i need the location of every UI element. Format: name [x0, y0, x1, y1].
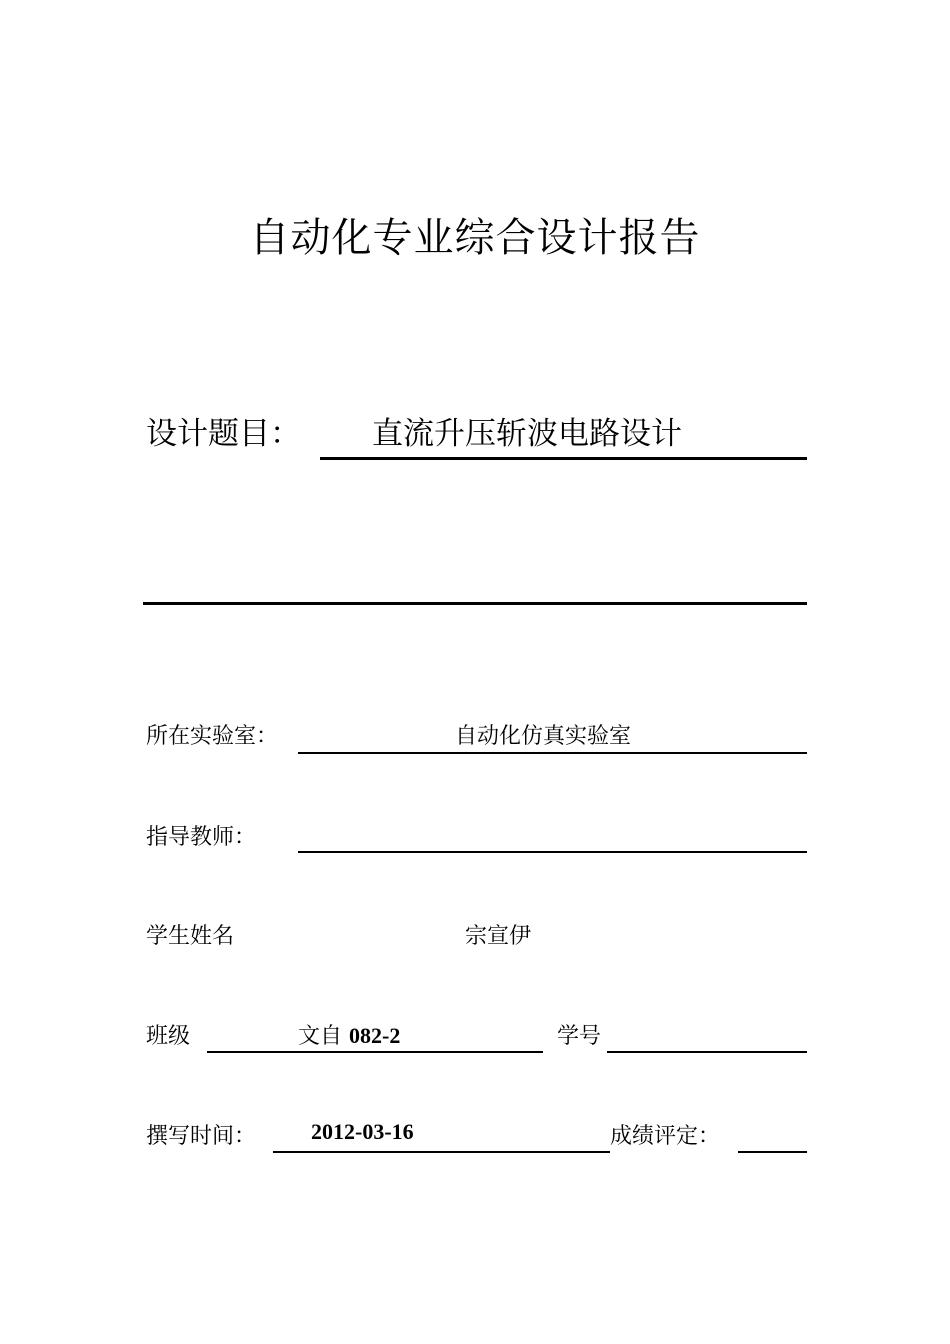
class-value-code: 082-2 — [349, 1023, 401, 1048]
design-topic-underline — [320, 457, 807, 460]
student-id-underline — [607, 1051, 807, 1053]
design-topic-value: 直流升压斩波电路设计 — [372, 416, 682, 452]
grade-label: 成绩评定： — [610, 1124, 721, 1149]
student-name-value: 宗宣伊 — [465, 924, 532, 949]
class-underline — [207, 1051, 543, 1053]
class-value-prefix: 文自 — [298, 1024, 349, 1049]
write-date-label: 撰写时间： — [146, 1124, 257, 1149]
write-date-value: 2012-03-16 — [311, 1119, 414, 1144]
advisor-label: 指导教师： — [146, 825, 257, 850]
advisor-underline — [298, 851, 807, 853]
student-id-label: 学号 — [557, 1024, 602, 1049]
class-value — [298, 1019, 400, 1050]
lab-underline — [298, 752, 807, 754]
student-name-label: 学生姓名 — [146, 924, 235, 949]
design-topic-label: 设计题目： — [146, 416, 301, 452]
design-topic-underline-2 — [143, 602, 807, 605]
grade-underline — [738, 1151, 807, 1153]
lab-label: 所在实验室： — [146, 724, 279, 749]
lab-value: 自动化仿真实验室 — [454, 724, 631, 749]
write-date-underline — [273, 1151, 610, 1153]
report-title: 自动化专业综合设计报告 — [249, 215, 701, 261]
class-label: 班级 — [146, 1024, 191, 1049]
